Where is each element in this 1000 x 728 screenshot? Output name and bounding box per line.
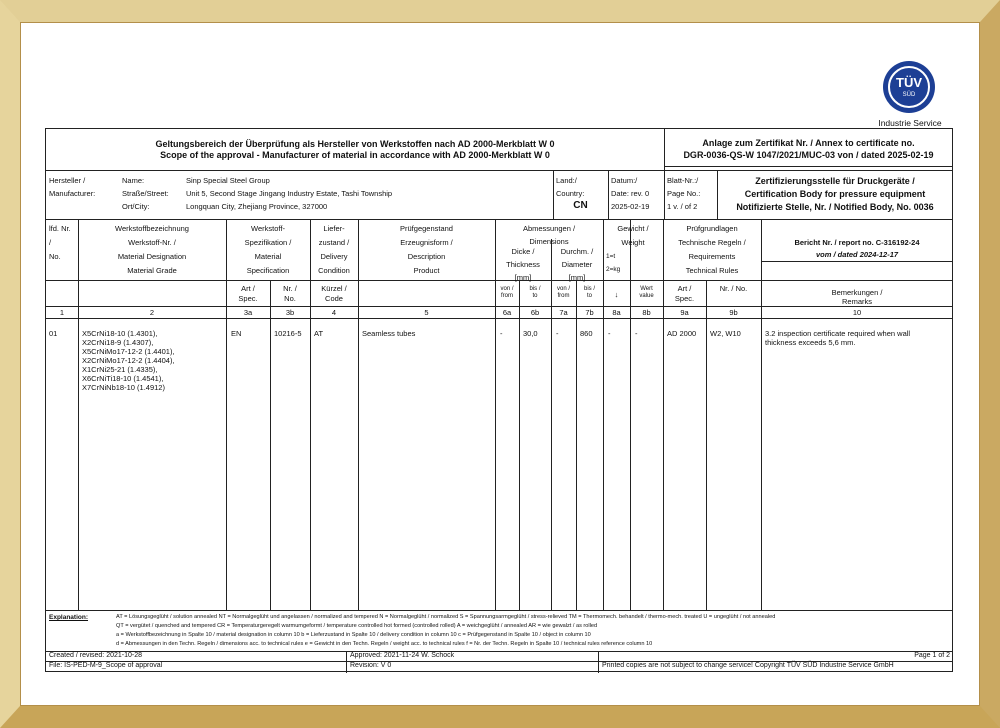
row-diameter-to: 860 (580, 329, 593, 338)
row-material-5: X1CrNi25-21 (1.4335), (82, 365, 158, 374)
sheet-label-en: Page No.: (667, 189, 701, 198)
city-label: Ort/City: (122, 202, 150, 211)
row-thickness-to: 30,0 (523, 329, 538, 338)
hdr-thickness-1: Dicke / (511, 247, 535, 256)
hdr-remarks-1: Bemerkungen / (831, 288, 883, 297)
table-rule (310, 219, 311, 610)
hdr-thick-to-2: to (532, 293, 538, 299)
hdr-dia-from-2: from (557, 293, 570, 299)
hdr-tech-art-2: Spec. (674, 294, 695, 303)
table-rule (358, 219, 359, 610)
table-rule (664, 166, 953, 167)
country-label-en: Country: (556, 189, 585, 198)
hdr-spec-art-1: Art / (241, 284, 255, 293)
street-label: Straße/Street: (122, 189, 169, 198)
report-number: Bericht Nr. / report no. C-316192-24 (794, 238, 920, 247)
row-delivery: AT (314, 329, 324, 338)
row-weight-unit: - (608, 329, 611, 338)
logo-brand: TÜV (896, 75, 922, 90)
hdr-no-1: lfd. Nr. (49, 224, 71, 233)
colnum-9a: 9a (680, 308, 689, 317)
table-rule (346, 651, 347, 673)
hdr-diameter-2: Diameter (561, 260, 593, 269)
manufacturer-label-de: Hersteller / (49, 176, 86, 185)
hdr-spec-art-2: Spec. (238, 294, 258, 303)
row-product: Seamless tubes (362, 329, 416, 338)
hdr-technical-3: Requirements (688, 252, 736, 261)
table-rule (706, 280, 707, 610)
hdr-dia-to-1: bis / (583, 286, 595, 292)
table-rule (46, 318, 953, 319)
table-rule (46, 170, 953, 171)
row-material-1: X5CrNi18-10 (1.4301), (82, 329, 158, 338)
country-label-de: Land:/ (556, 176, 577, 185)
cert-body-line-1: Zertifizierungsstelle für Druckgeräte / (755, 176, 915, 186)
hdr-dimensions-1: Abmessungen / (522, 224, 576, 233)
row-spec-nr: 10216-5 (274, 329, 302, 338)
table-rule (664, 170, 665, 219)
hdr-delivery-code-2: Code (325, 294, 343, 303)
hdr-technical-1: Prüfgrundlagen (686, 224, 738, 233)
annex-line-1: Anlage zum Zertifikat Nr. / Annex to certificate no. (702, 138, 915, 148)
colnum-7b: 7b (585, 308, 594, 317)
table-rule (226, 219, 227, 610)
hdr-delivery-3: Delivery (320, 252, 348, 261)
hdr-weight-1: Gewicht / (617, 224, 649, 233)
hdr-spec-3: Material (254, 252, 282, 261)
hdr-dia-to-2: to (586, 293, 592, 299)
row-material-7: X7CrNiNb18-10 (1.4912) (82, 383, 165, 392)
row-diameter-from: - (556, 329, 559, 338)
hdr-weight-unit-2: 2=kg (606, 266, 621, 273)
tuv-sud-logo (883, 61, 935, 113)
row-material-4: X2CrNiMo17-12-2 (1.4404), (82, 356, 175, 365)
hdr-spec-1: Werkstoff- (251, 224, 285, 233)
title-en: Scope of the approval - Manufacturer of material in accordance with AD 2000-Merkblatt W 0 (160, 150, 550, 160)
footer-revision: Revision: V 0 (350, 662, 392, 669)
table-rule (608, 170, 609, 219)
colnum-10: 10 (852, 308, 862, 317)
explanation-line-1: AT = Lösungsgeglüht / solution annealed NT = Normalgeglüht und angelassen / normalized and tempered N = Normalgeglüht / normalized S = Spannungsarmgeglüht / stress-relieved TM = Thermomech. behandelt / thermo-mech. treated U = ungeglüht / not annealed (116, 614, 776, 620)
hdr-spec-4: Specification (246, 266, 290, 275)
row-remarks-1: 3.2 inspection certificate required when wall (765, 329, 911, 338)
row-tech-art: AD 2000 (667, 329, 697, 338)
table-rule (553, 170, 554, 219)
hdr-remarks-2: Remarks (841, 297, 872, 306)
colnum-8b: 8b (642, 308, 651, 317)
row-remarks-2: thickness exceeds 5,6 mm. (765, 338, 856, 347)
hdr-no-2: / (49, 238, 52, 247)
colnum-8a: 8a (612, 308, 621, 317)
hdr-technical-2: Technische Regeln / (678, 238, 746, 247)
hdr-delivery-4: Condition (318, 266, 350, 275)
date-value: 2025-02-19 (611, 202, 650, 211)
row-thickness-from: - (500, 329, 503, 338)
row-number: 01 (49, 329, 58, 338)
hdr-spec-2: Spezifikation / (244, 238, 292, 247)
hdr-weight-value-2: value (639, 293, 654, 299)
colnum-5: 5 (424, 308, 429, 317)
colnum-3b: 3b (285, 308, 295, 317)
table-rule (663, 219, 664, 610)
down-arrow-icon: ↓ (614, 290, 619, 299)
colnum-2: 2 (149, 308, 155, 317)
hdr-delivery-1: Liefer- (323, 224, 345, 233)
table-rule (761, 261, 953, 262)
table-rule (519, 280, 520, 610)
hdr-thickness-2: Thickness (506, 260, 540, 269)
logo-caption: Industrie Service (878, 118, 942, 128)
footer-created: Created / revised: 2021-10-28 (49, 652, 142, 659)
colnum-6a: 6a (502, 308, 512, 317)
explanation-line-3: a = Werkstoffbezeichnung in Spalte 10 / material designation in column 10 b = Lieferzustand in Spalte 10 / delivery condition in column 10 c = Prüfgegenstand in Spalte 10 / object in column 10 (116, 632, 591, 638)
table-rule (78, 219, 79, 610)
row-spec-art: EN (231, 329, 242, 338)
hdr-spec-nr-2: No. (284, 294, 296, 303)
table-rule (603, 219, 604, 610)
hdr-material-4: Material Grade (127, 266, 177, 275)
hdr-material-1: Werkstoffbezeichnung (115, 224, 189, 233)
colnum-7a: 7a (559, 308, 568, 317)
hdr-thick-from-1: von / (500, 286, 514, 292)
hdr-weight-2: Weight (621, 238, 645, 247)
hdr-dimensions-2: Dimensions (529, 237, 569, 246)
colnum-6b: 6b (530, 308, 540, 317)
hdr-no-3: No. (49, 252, 61, 261)
cert-body-line-3: Notifizierte Stelle, Nr. / Notified Body, No. 0036 (736, 202, 934, 212)
sheet-value: 1 v. / of 2 (667, 202, 698, 211)
colnum-4: 4 (331, 308, 337, 317)
hdr-material-3: Material Designation (117, 252, 187, 261)
row-material-6: X6CrNiTi18-10 (1.4541), (82, 374, 164, 383)
colnum-3a: 3a (243, 308, 253, 317)
table-rule (576, 280, 577, 610)
country-code: CN (573, 200, 588, 211)
hdr-diameter-unit: [mm] (568, 273, 586, 282)
explanation-line-4: d = Abmessungen in den Techn. Regeln / dimensions acc. to technical rules e = Gewicht in den Techn. Regeln / weight acc. to technical rules f = Nr. der Techn. Regeln in Spalte 10 / technical rules reference column 10 (116, 641, 653, 647)
annex-line-2: DGR-0036-QS-W 1047/2021/MUC-03 von / dated 2025-02-19 (683, 150, 934, 160)
hdr-product-3: Description (407, 252, 446, 261)
hdr-product-1: Prüfgegenstand (400, 224, 453, 233)
table-rule (46, 610, 953, 611)
row-material-2: X2CrNi18-9 (1.4307), (82, 338, 154, 347)
name-label: Name: (122, 176, 145, 185)
hdr-dia-from-1: von / (556, 286, 570, 292)
row-weight-value: - (635, 329, 638, 338)
table-rule (46, 219, 953, 220)
manufacturer-city: Longquan City, Zhejiang Province, 327000 (186, 202, 328, 211)
table-rule (630, 219, 631, 610)
hdr-product-2: Erzeugnisform / (400, 238, 453, 247)
hdr-spec-nr-1: Nr. / (283, 284, 297, 293)
footer-approved: Approved: 2021-11-24 W. Schock (350, 652, 455, 659)
logo-sub: SÜD (902, 92, 916, 98)
footer-notice: Printed copies are not subject to change service! Copyright TÜV SÜD Industrie Service GmbH (602, 662, 894, 669)
sheet-label-de: Blatt-Nr.:/ (667, 176, 699, 185)
report-date: vom / dated 2024-12-17 (815, 250, 899, 259)
hdr-product-4: Product (413, 266, 440, 275)
manufacturer-label-en: Manufacturer: (49, 189, 96, 198)
hdr-thick-from-2: from (501, 293, 513, 299)
title-de: Geltungsbereich der Überprüfung als Hersteller von Werkstoffen nach AD 2000-Merkblatt W 0 (155, 139, 555, 149)
date-label: Datum:/ (611, 176, 638, 185)
row-tech-nr: W2, W10 (710, 329, 741, 338)
explanation-label: Explanation: (49, 614, 89, 621)
colnum-9b: 9b (729, 308, 738, 317)
hdr-tech-art-1: Art / (677, 284, 692, 293)
colnum-1: 1 (59, 308, 65, 317)
hdr-thick-to-1: bis / (529, 286, 541, 292)
hdr-diameter-1: Durchm. / (560, 247, 594, 256)
hdr-thickness-unit: [mm] (514, 273, 532, 282)
footer-file: File: IS-PED-M-9_Scope of approval (49, 662, 163, 669)
cert-body-line-2: Certification Body for pressure equipment (744, 189, 926, 199)
row-material-3: X5CrNiMo17-12-2 (1.4401), (82, 347, 175, 356)
hdr-delivery-code-1: Kürzel / (321, 284, 347, 293)
table-rule (270, 280, 271, 610)
date-revision: Date: rev. 0 (611, 189, 650, 198)
hdr-material-2: Werkstoff-Nr. / (128, 238, 176, 247)
hdr-weight-value-1: Wert (640, 286, 653, 292)
table-rule (226, 280, 342, 281)
explanation-line-2: QT = vergütet / quenched and tempered CR = Temperaturgeregelt warmumgeformt / temperature controlled hot formed (controlled rolled) A = weichgeglüht / annealed AR = wie gewalzt / as rolled (116, 623, 598, 629)
table-rule (761, 219, 762, 610)
manufacturer-name: Sinp Special Steel Group (186, 176, 270, 185)
hdr-technical-4: Technical Rules (685, 266, 739, 275)
certificate-annex-document (45, 128, 953, 672)
hdr-tech-nr: Nr. / No. (719, 284, 748, 293)
manufacturer-street: Unit 5, Second Stage Jingang Industry Estate, Tashi Township (186, 189, 393, 198)
hdr-weight-unit-1: 1=t (606, 253, 616, 260)
footer-page: Page 1 of 2 (914, 652, 950, 659)
hdr-delivery-2: zustand / (318, 238, 350, 247)
